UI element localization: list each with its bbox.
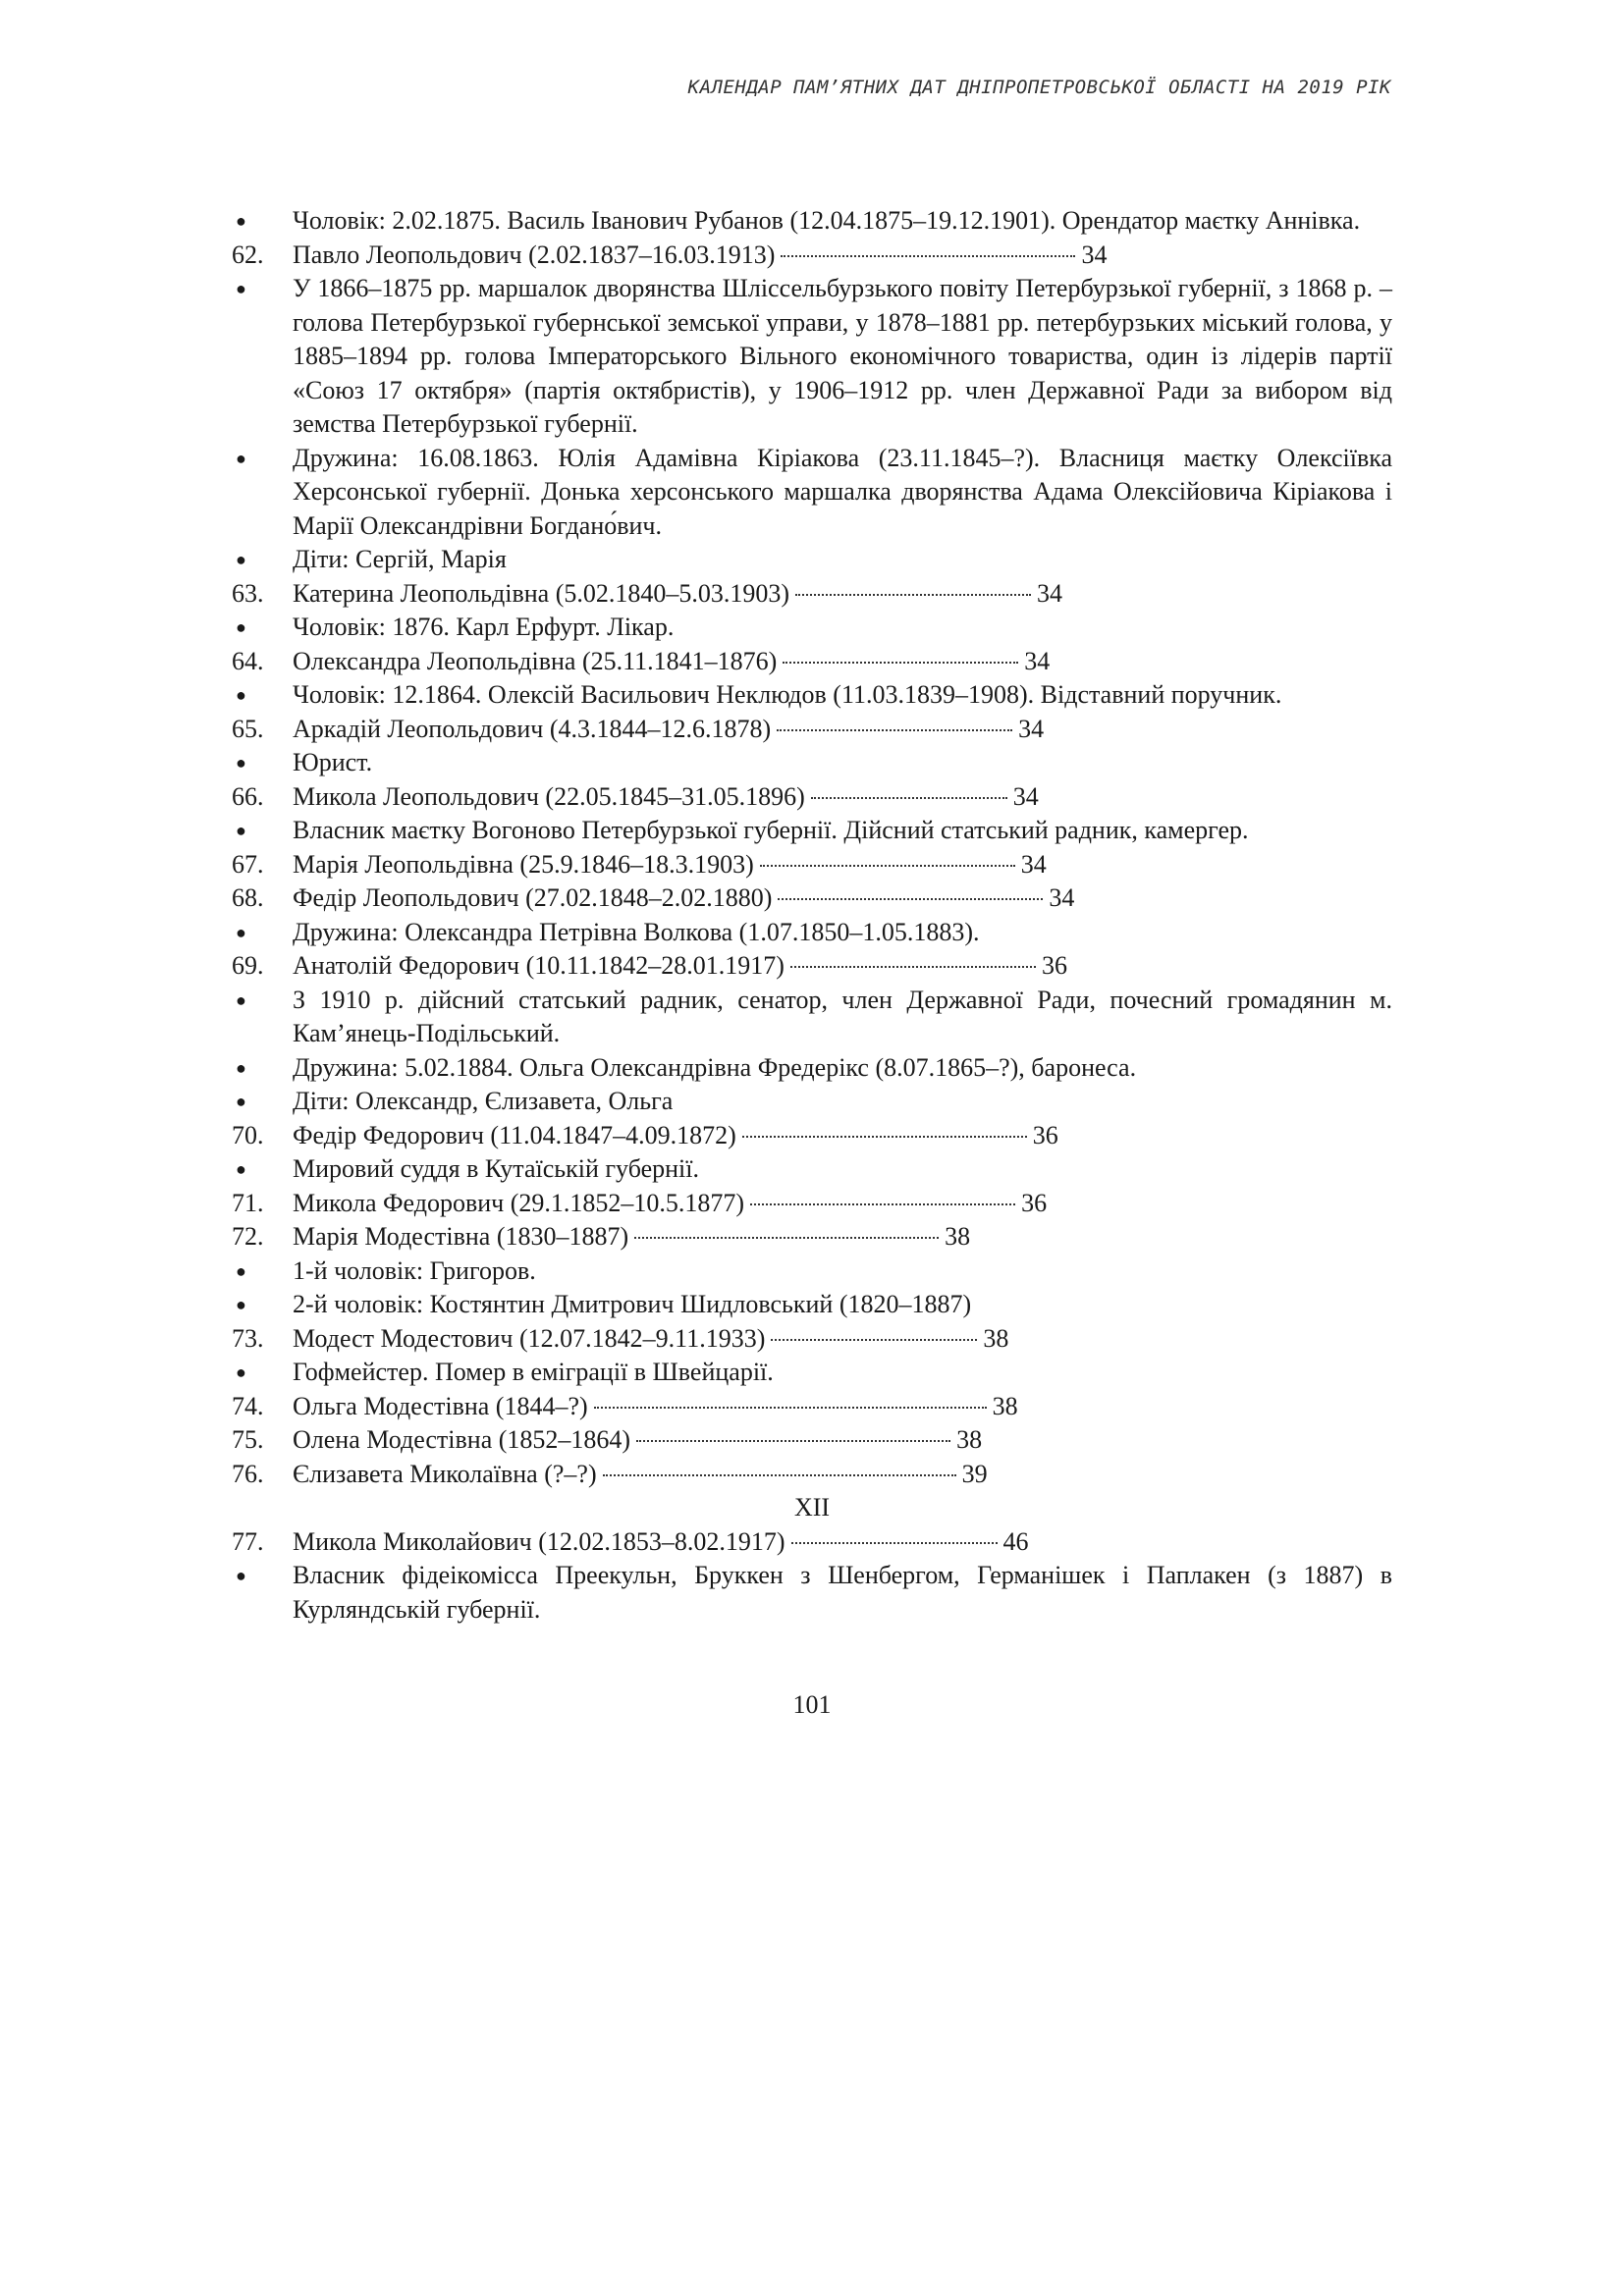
- entry-name: Катерина Леопольдівна (5.02.1840–5.03.1903): [293, 578, 790, 608]
- entry-page: 36: [1021, 1188, 1048, 1217]
- entry-page: 34: [1020, 849, 1047, 879]
- entry-name: Марія Леопольдівна (25.9.1846–18.3.1903): [293, 849, 754, 879]
- entry-page: 34: [1018, 714, 1045, 743]
- list-entry: [232, 577, 1392, 612]
- dot-leader: [781, 255, 1075, 257]
- dot-leader: [603, 1474, 956, 1476]
- entry-name: Модест Модестович (12.07.1842–9.11.1933): [293, 1323, 766, 1353]
- list-entry: [232, 1187, 1392, 1221]
- list-item: [232, 611, 1392, 645]
- bullet-marker: ●: [236, 753, 246, 773]
- entry-page: 39: [961, 1459, 988, 1488]
- list-item-text: У 1866–1875 рр. маршалок дворянства Шліссельбурзького повіту Петербурзької губернії, з 1868 р. – голова Петербурзької губернської земської управи, у 1878–1881 рр. петербурзьких міський голова, у 1885–1894 рр. голова Імператорського Вільного економічного товариства, один із лідерів партії «Союз 17 октября» (партія октябристів), у 1906–1912 рр. член Державної Ради за вибором від земства Петербурзької губернії.: [293, 274, 1392, 438]
- list-item-text: Чоловік: 1876. Карл Ерфурт. Лікар.: [293, 613, 675, 641]
- entry-number: 73.: [232, 1323, 264, 1353]
- entry-number: 72.: [232, 1222, 264, 1251]
- entry-name: Микола Федорович (29.1.1852–10.5.1877): [293, 1188, 745, 1217]
- running-header: КАЛЕНДАР ПАМ’ЯТНИХ ДАТ ДНІПРОПЕТРОВСЬКОЇ ОБЛАСТІ НА 2019 РІК: [687, 77, 1391, 98]
- entry-name: Павло Леопольдович (2.02.1837–16.03.1913): [293, 240, 776, 269]
- list-item: [232, 1085, 1392, 1119]
- dot-leader: [778, 898, 1043, 900]
- bullet-marker: ●: [236, 1362, 246, 1382]
- dot-leader: [791, 1542, 998, 1544]
- list-item: [232, 1356, 1392, 1390]
- list-item: [232, 204, 1392, 239]
- dot-leader: [783, 662, 1018, 664]
- entry-name: Федір Леопольдович (27.02.1848–2.02.1880): [293, 883, 773, 912]
- entry-page: 38: [956, 1425, 983, 1454]
- list-entry: [232, 1220, 1392, 1255]
- list-entry: [232, 780, 1392, 815]
- list-entry: [232, 1390, 1392, 1424]
- list-item-text: Власник маєтку Вогоново Петербурзької губернії. Дійсний статський радник, камергер.: [293, 816, 1249, 844]
- entry-page: 38: [983, 1323, 1009, 1353]
- list-entry: [232, 848, 1392, 882]
- entry-name: Єлизавета Миколаївна (?–?): [293, 1459, 597, 1488]
- entry-page: 34: [1012, 781, 1039, 811]
- entry-page: 34: [1049, 883, 1075, 912]
- dot-leader: [777, 729, 1012, 731]
- entry-number: 63.: [232, 578, 264, 608]
- list-entry: [232, 949, 1392, 984]
- entry-number: 74.: [232, 1391, 264, 1420]
- list-item-text: Діти: Олександр, Єлизавета, Ольга: [293, 1087, 674, 1115]
- list-item-text: Дружина: 16.08.1863. Юлія Адамівна Кіріакова (23.11.1845–?). Власниця маєтку Олексіївка Херсонської губернії. Донька херсонського маршалка дворянства Адама Олексійовича Кіріакова і Марії Олександрівни Богдано́вич.: [293, 443, 1392, 540]
- entry-number: 71.: [232, 1188, 264, 1217]
- entry-number: 67.: [232, 849, 264, 879]
- list-item: [232, 272, 1392, 442]
- list-item-text: Дружина: 5.02.1884. Ольга Олександрівна Фредерікс (8.07.1865–?), баронеса.: [293, 1052, 1137, 1082]
- bullet-marker: ●: [236, 211, 246, 231]
- entry-page: 38: [945, 1222, 971, 1251]
- page-number: 101: [792, 1690, 832, 1719]
- section-heading: XII: [793, 1493, 831, 1522]
- entry-number: 66.: [232, 781, 264, 811]
- dot-leader: [634, 1237, 939, 1239]
- list-item-text: Гофмейстер. Помер в еміграції в Швейцарії.: [293, 1358, 774, 1386]
- list-item: [232, 916, 1392, 950]
- list-item-text: Юрист.: [293, 748, 373, 776]
- bullet-marker: ●: [236, 617, 246, 637]
- list-entry: [232, 239, 1392, 273]
- dot-leader: [750, 1203, 1015, 1205]
- entry-page: 34: [1037, 578, 1063, 608]
- dot-leader: [760, 865, 1015, 867]
- bullet-marker: ●: [236, 1092, 246, 1111]
- entry-number: 62.: [232, 240, 264, 269]
- entry-page: 34: [1081, 240, 1108, 269]
- list-entry: [232, 881, 1392, 916]
- bullet-marker: ●: [236, 1159, 246, 1179]
- entry-number: 70.: [232, 1120, 264, 1149]
- dot-leader: [811, 797, 1007, 799]
- list-item-text: Власник фідеікомісса Преекульн, Бруккен з Шенбергом, Германішек і Паплакен (з 1887) в Курляндській губернії.: [293, 1561, 1392, 1624]
- entry-name: Микола Миколайович (12.02.1853–8.02.1917): [293, 1526, 785, 1556]
- list-entry: [232, 1322, 1392, 1357]
- bullet-marker: ●: [236, 1057, 246, 1078]
- list-item-text: Чоловік: 2.02.1875. Василь Іванович Рубанов (12.04.1875–19.12.1901). Орендатор маєтку Аннівка.: [293, 206, 1361, 235]
- bullet-marker: ●: [236, 550, 246, 569]
- list-item: [232, 1559, 1392, 1627]
- list-item: [232, 1255, 1392, 1289]
- dot-leader: [594, 1407, 987, 1409]
- list-item: [232, 678, 1392, 713]
- list-item: [232, 1152, 1392, 1187]
- list-entry: [232, 1423, 1392, 1458]
- bullet-marker: ●: [236, 1260, 246, 1281]
- list-entry: [232, 1119, 1392, 1153]
- entry-name: Марія Модестівна (1830–1887): [293, 1222, 629, 1251]
- entry-number: 64.: [232, 646, 264, 675]
- entry-page: 36: [1041, 951, 1067, 980]
- entry-number: 69.: [232, 951, 264, 980]
- dot-leader: [790, 966, 1036, 968]
- entry-page: 46: [1002, 1526, 1029, 1556]
- list-entry: [232, 713, 1392, 747]
- page-content: [232, 204, 1392, 1627]
- dot-leader: [771, 1339, 977, 1341]
- list-item: [232, 1288, 1392, 1322]
- list-item: [232, 984, 1392, 1051]
- entry-number: 76.: [232, 1459, 264, 1488]
- entry-number: 65.: [232, 714, 264, 743]
- entry-name: Олена Модестівна (1852–1864): [293, 1425, 631, 1454]
- dot-leader: [795, 594, 1031, 596]
- bullet-marker: ●: [236, 821, 246, 840]
- entry-number: 75.: [232, 1425, 264, 1454]
- entry-page: 38: [992, 1391, 1018, 1420]
- bullet-marker: ●: [236, 685, 246, 705]
- list-item: [232, 442, 1392, 544]
- bullet-marker: ●: [236, 448, 246, 468]
- bullet-marker: ●: [236, 922, 246, 942]
- bullet-marker: ●: [236, 279, 246, 298]
- dot-leader: [636, 1440, 950, 1442]
- entry-number: 68.: [232, 883, 264, 912]
- list-item-text: Дружина: Олександра Петрівна Волкова (1.07.1850–1.05.1883).: [293, 917, 980, 946]
- bullet-marker: ●: [236, 989, 246, 1010]
- list-entry: [232, 645, 1392, 679]
- entry-number: 77.: [232, 1526, 264, 1556]
- list-item-text: Чоловік: 12.1864. Олексій Васильович Неклюдов (11.03.1839–1908). Відставний поручник.: [293, 680, 1282, 709]
- bullet-marker: ●: [236, 1566, 246, 1585]
- list-item-text: З 1910 р. дійсний статський радник, сенатор, член Державної Ради, почесний громадянин м. Кам’янець-Подільський.: [293, 985, 1392, 1047]
- list-item: [232, 543, 1392, 577]
- entry-name: Ольга Модестівна (1844–?): [293, 1391, 588, 1420]
- list-item: [232, 746, 1392, 780]
- list-item: [232, 814, 1392, 848]
- list-item-text: 2-й чоловік: Костянтин Дмитрович Шидловський (1820–1887): [293, 1290, 972, 1318]
- list-item: [232, 1051, 1392, 1086]
- bullet-marker: ●: [236, 1295, 246, 1314]
- entry-page: 36: [1032, 1120, 1058, 1149]
- entry-name: Микола Леопольдович (22.05.1845–31.05.1896): [293, 781, 805, 811]
- list-entry: [232, 1525, 1392, 1560]
- entry-name: Федір Федорович (11.04.1847–4.09.1872): [293, 1120, 736, 1149]
- dot-leader: [742, 1136, 1027, 1138]
- list-item-text: Діти: Сергій, Марія: [293, 545, 507, 573]
- list-entry: [232, 1458, 1392, 1492]
- list-item-text: Мировий суддя в Кутаїській губернії.: [293, 1154, 699, 1183]
- entry-name: Анатолій Федорович (10.11.1842–28.01.1917): [293, 951, 785, 980]
- entry-name: Олександра Леопольдівна (25.11.1841–1876): [293, 646, 778, 675]
- entry-page: 34: [1024, 646, 1051, 675]
- entry-name: Аркадій Леопольдович (4.3.1844–12.6.1878): [293, 714, 772, 743]
- list-item-text: 1-й чоловік: Григоров.: [293, 1255, 536, 1285]
